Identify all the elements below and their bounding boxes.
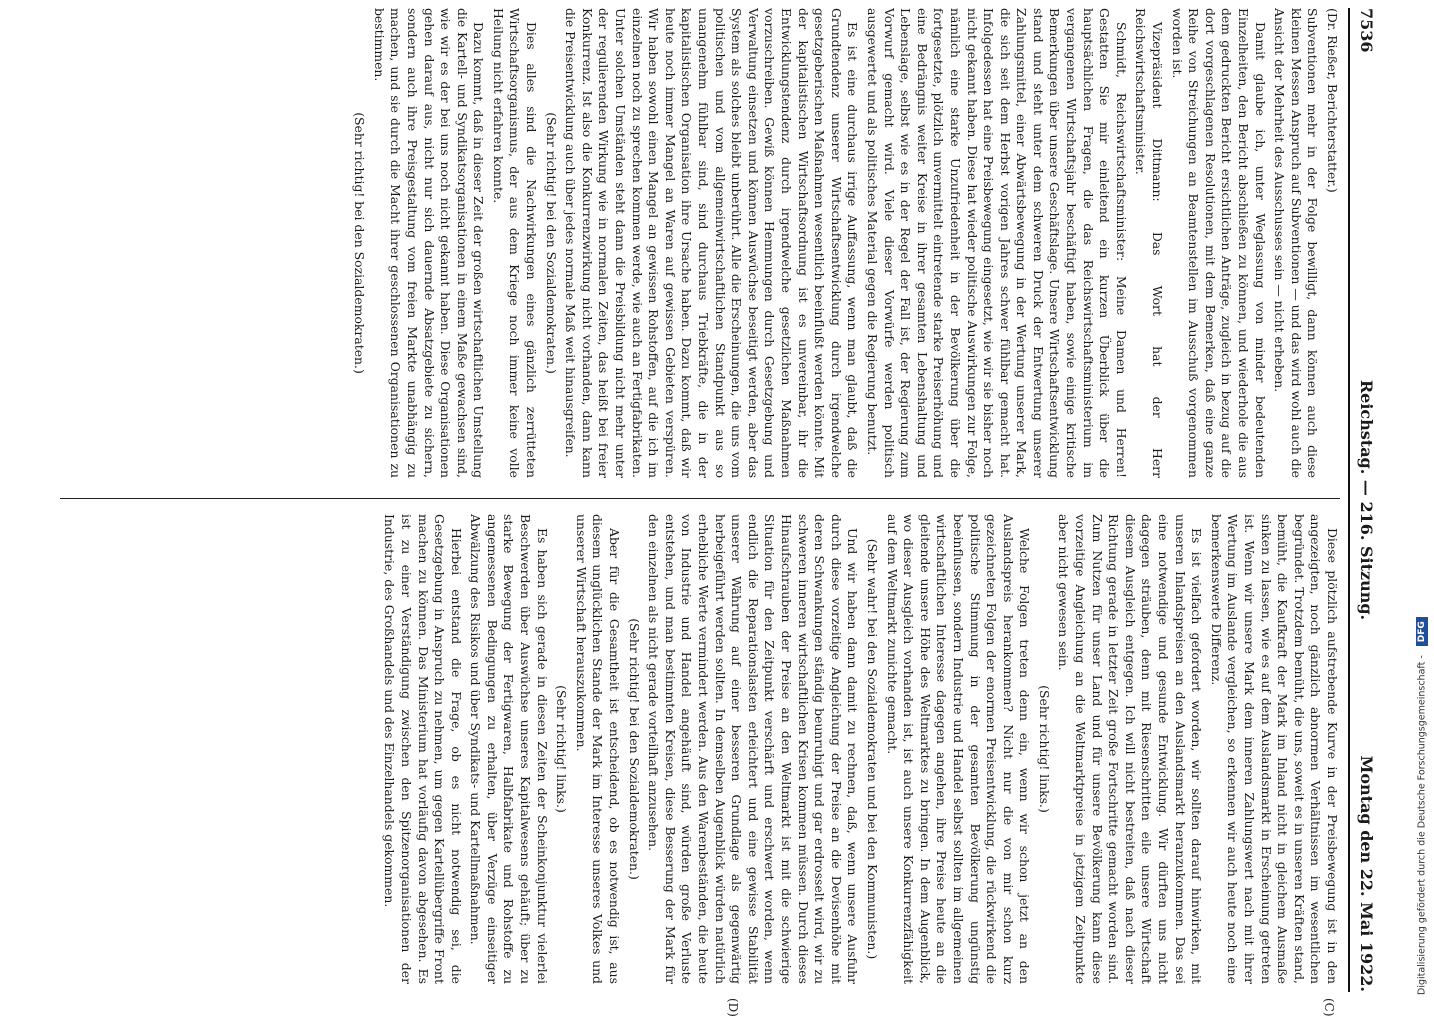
dfg-logo: DFG [1416, 617, 1428, 646]
margin-marker-d: (D) [726, 998, 740, 1017]
speaker-note: (Dr. Rießer, Berichterstatter.) [1325, 8, 1340, 193]
left-column [60, 8, 1340, 478]
paragraph: Damit glaube ich, unter Weglassung von minder bedeutenden Einzelheiten, den Bericht abschließen zu können, und wiederhole die aus dem gedruckten Bericht ersichtlichen Anträge, zugleich in bezug auf die dort vorgeschlagenen Resolutionen, mit dem Bemerken, daß eine ganze Reihe von Streichungen an Beamtenstellen im Ausschuß vorgenommen worden ist. [1169, 8, 1268, 478]
interjection: (Sehr richtig! bei den Sozialdemokraten.) [626, 618, 642, 880]
interjection: (Sehr richtig! links.) [1036, 685, 1052, 813]
column-divider [60, 498, 1340, 499]
margin-marker-c: (C) [1322, 998, 1336, 1017]
interjection: (Sehr wahr! bei den Sozialdemokraten und bei den Kommunisten.) [864, 538, 880, 960]
paragraph: Es ist vielfach gefordert worden, wir sollten darauf hinwirken, mit unseren Inlandspreisen an den Auslandsmarkt heranzukommen. Das sei eine notwendige und gesunde Entwicklung. Wir dürften uns nicht dagegen sträuben, denn mit Riesenschritten eile unsere Wirtschaft diesem Ausgleich entgegen. Ich will nicht bestreiten, daß nach dieser Richtung gerade in letzter Zeit große Fortschritte gemacht worden sind. Zum Nutzen für unser Land und für unsere Bevölkerung kann diese vorzeitige Angleichung an die Weltmarktpreise in jetzigem Zeitpunkte aber nicht gewesen sein. [1056, 514, 1205, 984]
paragraph: Dazu kommt, daß in dieser Zeit der großen wirtschaftlichen Umstellung die Kartell- und Syndikatsorganisationen in einem Maße gewachsen sind, wie wir es der bei uns noch nicht gekannt haben. Diese Organisationen gehen darauf aus, nicht nur sich dauernde Absatzgebiete zu sichern, sondern auch ihre Preisgestaltung vom freien Markte unabhängig zu machen, und sie durch die Macht ihrer geschlossenen Organisationen zu bestimmen. [371, 8, 487, 478]
paragraph: Aber für die Gesamtheit ist entscheidend, ob es notwendig ist, aus diesem unglücklichen Stande der Mark im Interesse unseres Volkes und unserer Wirtschaft herauszukommen. [573, 514, 623, 984]
paragraph: Subventionen mehr in der Folge bewilligt, dann können auch diese kleinen Messen Anspruch auf Subventionen — und das wird wohl auch die Ansicht der Mehrheit des Ausschusses sein — nicht erheben. [1272, 8, 1321, 478]
paragraph: Diese plötzlich aufstrebende Kurve in der Preisbewegung ist in den angezeigten, noch gänzlich abnormen Verhältnissen im wesentlichen begründet. Trotzdem bemüht, die uns, soweit es in unseren Kräften stand, bemüht, die Kaufkraft der Mark im Inland nicht in gleichem Ausmaße sinken zu lassen, wie es auf dem Auslandsmarkt in Erscheinung getreten ist. Wenn wir unsere Mark dem inneren Zahlungswert nach mit ihrer Wertung im Auslande vergleichen, so erkennen wir auch heute noch eine bemerkenswerte Differenz. [1208, 514, 1340, 984]
paragraph: Welche Folgen treten denn ein, wenn wir schon jetzt an den Auslandspreis herankommen? Nicht nur die von mir schon kurz gezeichneten Folgen der enormen Preisentwicklung, die rückwirkend die politische Stimmung in der gesamten Bevölkerung ungünstig beeinflussen, sondern Industrie und Handel selbst sollten im allgemeinen wirtschaftlichen Interesse dagegen angehen, ihre Preise heute an die gleitende unsere Höhe des Weltmarktes zu bringen. In dem Augenblick, wo dieser Ausgleich vorhanden ist, ist auch unsere Konkurrenzfähigkeit auf dem Weltmarkt zunichte gemacht. [884, 514, 1033, 984]
page-number: 7536 [1357, 8, 1376, 53]
interjection: (Sehr richtig! links.) [554, 685, 570, 813]
paragraph: Schmidt, Reichswirtschaftsminister: Meine Damen und Herren! Gestatten Sie mir einleitend ein kurzen Überblick über die hauptsächlichen Fragen, die das Reichswirtschaftsministerium im vergangenen Wirtschaftsjahr beschäftigt haben, sowie einige kritische Bemerkungen über unsere Geschäftslage. Unsere Wirtschaftsentwicklung stand und steht unter dem schweren Druck der Entwertung unserer Zahlungsmittel, einer Abwärtsbewegung in der Wertung unserer Mark, die sich seit dem Herbst vorigen Jahres schwer fühlbar gemacht hat. Infolgedessen hat eine Preisbewegung eingesetzt, wie wir sie bisher noch nicht gekannt haben. Diese hat wieder politische Auswirkungen zur Folge, nämlich eine starke Unzufriedenheit in der Bevölkerung über die fortgesetzte, plötzlich unvermittelt eintretende starke Preiserhöhung und eine Bedrängnis weiter Kreise in ihrer gesamten Lebenshaltung und Lebenslage, selbst wie es in der Regel der Fall ist, der Regierung zum Vorwurf gemacht wird. Viele dieser Vorwürfe werden politisch ausgewertet und als politisches Material gegen die Regierung benutzt. [864, 8, 1129, 478]
paragraph: Und wir haben dann damit zu rechnen, daß, wenn unsere Ausfuhr durch diese vorzeitige Angleichung der Preise an die Devisenhöhe mit deren Schwankungen ständig beunruhigt und gar erdrosselt wird, wir zu schweren inneren wirtschaftlichen Krisen kommen müssen. Durch dieses Hinaufschrauben der Preise an den Weltmarkt ist mit die schwierige Situation für den Zeitpunkt verschärft und erschwert worden, wenn endlich die Reparationslasten erleichtert und eine gewisse Stabilität unserer Währung auf einer besseren Grundlage als gegenwärtig herbeigeführt werden sollten. In demselben Augenblick würden natürlich erhebliche Werte vermindert werden. Aus den Warenbeständen, die heute von Industrie und Handel angehäuft sind, würden große Verluste entstehen, und man bestimmten Kreisen, diese Besserung der Mark für den einzelnen als nicht gerade vorteilhaft anzusehen. [646, 514, 861, 984]
paragraph: Es ist eine durchaus irrige Auffassung, wenn man glaubt, daß die Grundtendenz unserer Wirtschaftsentwicklung durch irgendwelche gesetzgeberischen Maßnahmen wesentlich beeinflußt werden könnte. Mit der kapitalistischen Wirtschaftsordnung ist es unvereinbar, ihr die Entwicklungstendenz durch irgendwelche gesetzlichen Maßnahmen vorzuschreiben. Gewiß können Hemmungen durch Gesetzgebung und Verwaltung einsetzen und können Auswüchse beseitigt werden, aber das System als solches bleibt unberührt. Alle die Erscheinungen, die uns vom politischen und vom allgemeinwirtschaftlichen Standpunkt aus so unangenehm fühlbar sind, sind durchaus Triebkräfte, die in der kapitalistischen Organisation ihre Ursache haben. Dazu kommt, daß wir heute noch immer Mangel an Waren auf gewissen Gebieten verspüren. Wir haben sowohl einen Mangel an gewissen Rohstoffen, auf die ich im einzelnen noch zu sprechen kommen werde, wie auch an Fertigfabrikaten. Unter solchen Umständen steht dann die Preisbildung nicht mehr unter der regulierenden Wirkung wie in normalen Zeiten, das heißt bei freier Konkurrenz. Ist also die Konkurrenzwirkung nicht vorhanden, dann kann die Preisentwicklung auch über jedes normale Maß weit hinausgreifen. [563, 8, 861, 478]
page-header [1348, 8, 1380, 992]
right-column [60, 514, 1340, 984]
paragraph: Es haben sich gerade in diesen Zeiten der Scheinkonjunktur vielerlei Beschwerden über Auswüchse unseres Kapitalwesens gehäuft; über zu starke Bewegung der Fertigwaren, Halbfabrikate und Rohstoffe zu angemessenen Bedingungen zu erhalten, über Verzüge einseitiger Abwälzung des Risikos und über Syndikats- und Kartellmaßnahmen. [468, 514, 550, 984]
session-title: Reichstag. — 216. Sitzung. [1357, 379, 1376, 621]
digitization-credit [1416, 617, 1428, 995]
paragraph: Vizepräsident Dittmann: Das Wort hat der Herr Reichswirtschaftsminister. [1133, 8, 1166, 478]
interjection: (Sehr richtig! bei den Sozialdemokraten.) [543, 112, 559, 374]
document-page [50, 8, 1380, 1017]
paragraph: Dies alles sind die Nachwirkungen eines gänzlich zerrütteten Wirtschaftsorganismus, der aus dem Kriege noch immer keine volle Heilung nicht erfahren konnte. [490, 8, 540, 478]
paragraph: Hierbei entstand die Frage, ob es nicht notwendig sei, die Gesetzgebung in Anspruch zu nehmen, um gegen Kartellübergriffe Front machen zu können. Das Ministerium hat vorläufig davon abgesehen. Es ist zu einer Verständigung zwischen den Spitzenorganisationen der Industrie, des Großhandels und des Einzelhandels gekommen. [382, 514, 464, 984]
credit-text: Digitalisierung gefördert durch die Deutsche Forschungsgemeinschaft - [1416, 655, 1428, 995]
interjection: (Sehr richtig! bei den Sozialdemokraten.) [352, 112, 368, 374]
session-date: Montag den 22. Mai 1922. [1357, 755, 1376, 992]
